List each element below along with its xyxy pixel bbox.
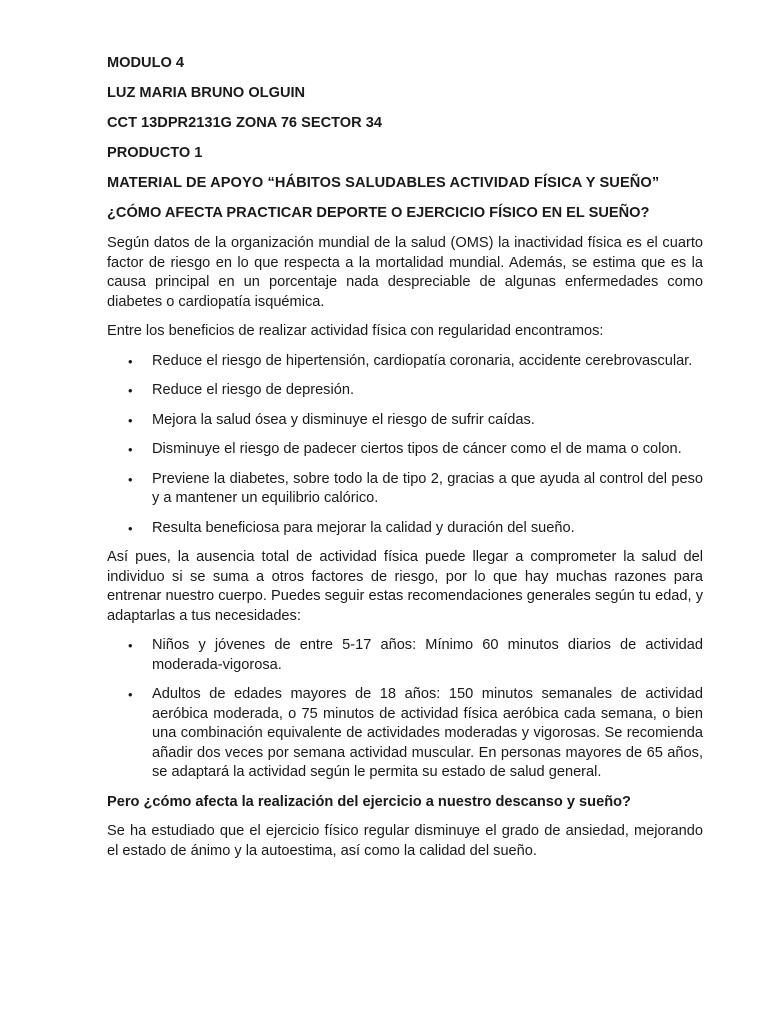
list-item [107,519,703,539]
list-item-text: Previene la diabetes, sobre todo la de tipo 2, gracias a que ayuda al control del peso y a mantener un equilibrio calórico. [152,470,703,506]
document-title: ¿CÓMO AFECTA PRACTICAR DEPORTE O EJERCICIO FÍSICO EN EL SUEÑO? [107,205,650,221]
bullet-icon: • [128,471,133,487]
list-item [107,352,703,372]
list-item-text: Reduce el riesgo de depresión. [152,382,355,398]
document-page [107,54,703,871]
sleep-question: Pero ¿cómo afecta la realización del ejercicio a nuestro descanso y sueño? [107,793,631,810]
school-code: CCT 13DPR2131G ZONA 76 SECTOR 34 [107,115,382,131]
material-heading: MATERIAL DE APOYO “HÁBITOS SALUDABLES ACTIVIDAD FÍSICA Y SUEÑO” [107,175,660,191]
intro-paragraph: Según datos de la organización mundial de la salud (OMS) la inactividad física es el cuarto factor de riesgo en lo que respecta a la mortalidad mundial. Además, se estima que es la causa principal en un porcentaje nada despreciable de algunas enfermedades como diabetes o cardiopatía isquémica. [107,235,703,310]
list-item-text: Adultos de edades mayores de 18 años: 150 minutos semanales de actividad aeróbica moderada, o 75 minutos de actividad física aeróbica cada semana, o bien una combinación equivalente de actividades moderadas y vigorosas. Se recomienda añadir dos veces por semana actividad muscular. En personas mayores de 65 años, se adaptará la actividad según le permita su estado de salud general. [152,686,703,780]
bullet-icon: • [128,638,133,653]
author-name: LUZ MARIA BRUNO OLGUIN [107,85,306,101]
list-item-text: Reduce el riesgo de hipertensión, cardiopatía coronaria, accidente cerebrovascular. [152,352,693,369]
list-item [107,470,703,509]
list-item-text: Mejora la salud ósea y disminuye el riesgo de sufrir caídas. [152,411,535,428]
product-heading: PRODUCTO 1 [107,145,203,161]
list-item-text: Disminuye el riesgo de padecer ciertos tipos de cáncer como el de mama o colon. [152,441,682,457]
list-item-text: Resulta beneficiosa para mejorar la calidad y duración del sueño. [152,519,575,536]
bullet-icon: • [128,412,133,428]
module-heading: MODULO 4 [107,55,185,71]
bullet-icon: • [128,442,133,457]
benefits-intro: Entre los beneficios de realizar actividad física con regularidad encontramos: [107,323,604,339]
list-item [107,381,703,401]
list-item-text: Niños y jóvenes de entre 5-17 años: Mínimo 60 minutos diarios de actividad moderada-vigorosa. [152,637,703,673]
bullet-icon: • [128,687,133,702]
recommendations-list [107,636,703,783]
list-item [107,636,703,675]
benefits-list [107,352,703,539]
bullet-icon: • [128,520,133,536]
list-item [107,411,703,431]
closing-paragraph: Se ha estudiado que el ejercicio físico regular disminuye el grado de ansiedad, mejorando el estado de ánimo y la autoestima, así como la calidad del sueño. [107,823,703,859]
list-item [107,685,703,783]
bullet-icon: • [128,383,133,398]
bullet-icon: • [128,353,133,369]
recommendations-intro: Así pues, la ausencia total de actividad física puede llegar a comprometer la salud del individuo si se suma a otros factores de riesgo, por lo que hay muchas razones para entrenar nuestro cuerpo. Puedes seguir estas recomendaciones generales según tu edad, y adaptarlas a tus necesidades: [107,549,703,624]
list-item [107,440,703,460]
